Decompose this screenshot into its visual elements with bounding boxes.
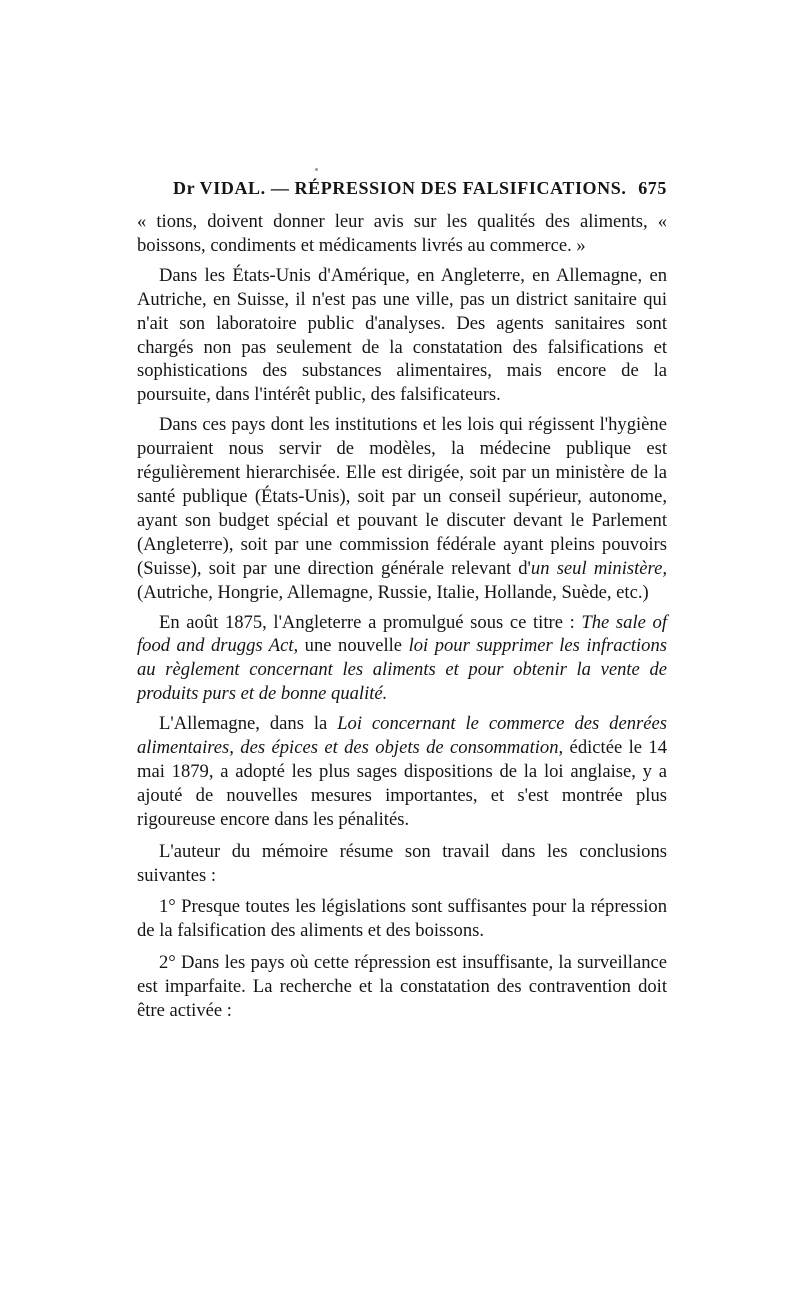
paragraph-text: édictée le 14 mai 1879, a adopté les plus sages dispositions de la loi anglaise, y a ajouté de nouvelles mesures importantes, et s'est montrée plus rigoureuse encore dans les pénalités. bbox=[137, 737, 667, 830]
conclusion-item-1: 1° Presque toutes les législations sont suffisantes pour la répression de la falsification des aliments et des boissons. bbox=[137, 896, 667, 942]
paragraph-italic: loi pour supprimer les infractions au règlement concernant les aliments et pour obtenir la vente de produits purs et de bonne qualité. bbox=[137, 635, 667, 705]
body-text bbox=[137, 210, 667, 1023]
paragraph-text: une nouvelle bbox=[298, 635, 409, 657]
page-header bbox=[137, 178, 667, 204]
paragraph-public-medicine bbox=[137, 413, 667, 604]
paragraph-england-act bbox=[137, 611, 667, 707]
paragraph-laboratories: Dans les États-Unis d'Amérique, en Angleterre, en Allemagne, en Autriche, en Suisse, il n'est pas une ville, pas un district sanitaire qui n'ait son laboratoire public d'analyses. Des agents sanitaires sont chargés non pas seulement de la constatation des falsifications et sophistications des substances alimentaires, mais encore de la poursuite, dans l'intérêt public, des falsificateurs. bbox=[137, 264, 667, 406]
paragraph-text: En août 1875, l'Angleterre a promulgué sous ce titre : bbox=[159, 611, 582, 633]
paragraph-italic: Loi concernant le commerce des denrées alimentaires, des épices et des objets de consommation, bbox=[137, 713, 667, 759]
paragraph-germany-law bbox=[137, 712, 667, 832]
paragraph-italic: The sale of food and druggs Act, bbox=[137, 611, 667, 657]
paragraph-text: Dans ces pays dont les institutions et les lois qui régissent l'hygiène pourraient nous servir de modèles, la médecine publique est régulièrement hierarchisée. Elle est dirigée, soit par un ministère de la santé publique (États-Unis), soit par un conseil supérieur, autonome, ayant son budget spécial et pouvant le discuter devant le Parlement (Angleterre), soit par une commission fédérale ayant pleins pouvoirs (Suisse), soit par une direction générale relevant d' bbox=[137, 414, 667, 579]
book-page bbox=[137, 178, 667, 1029]
page-number: 675 bbox=[638, 178, 667, 198]
paragraph-quote-end: « tions, doivent donner leur avis sur les qualités des aliments, « boissons, condiments et médicaments livrés au commerce. » bbox=[137, 211, 667, 256]
paragraph-conclusions-intro: L'auteur du mémoire résume son travail dans les conclusions suivantes : bbox=[137, 840, 667, 886]
paragraph-text: L'Allemagne, dans la bbox=[159, 713, 338, 735]
running-title: Dr VIDAL. — RÉPRESSION DES FALSIFICATIONS. bbox=[173, 178, 627, 198]
conclusion-item-2: 2° Dans les pays où cette répression est insuffisante, la surveillance est imparfaite. La recherche et la constatation des contravention doit être activée : bbox=[137, 952, 667, 1022]
paragraph-italic: un seul ministère, bbox=[530, 557, 667, 579]
paragraph-text: (Autriche, Hongrie, Allemagne, Russie, Italie, Hollande, Suède, etc.) bbox=[137, 581, 649, 603]
paper-speck bbox=[315, 168, 318, 171]
